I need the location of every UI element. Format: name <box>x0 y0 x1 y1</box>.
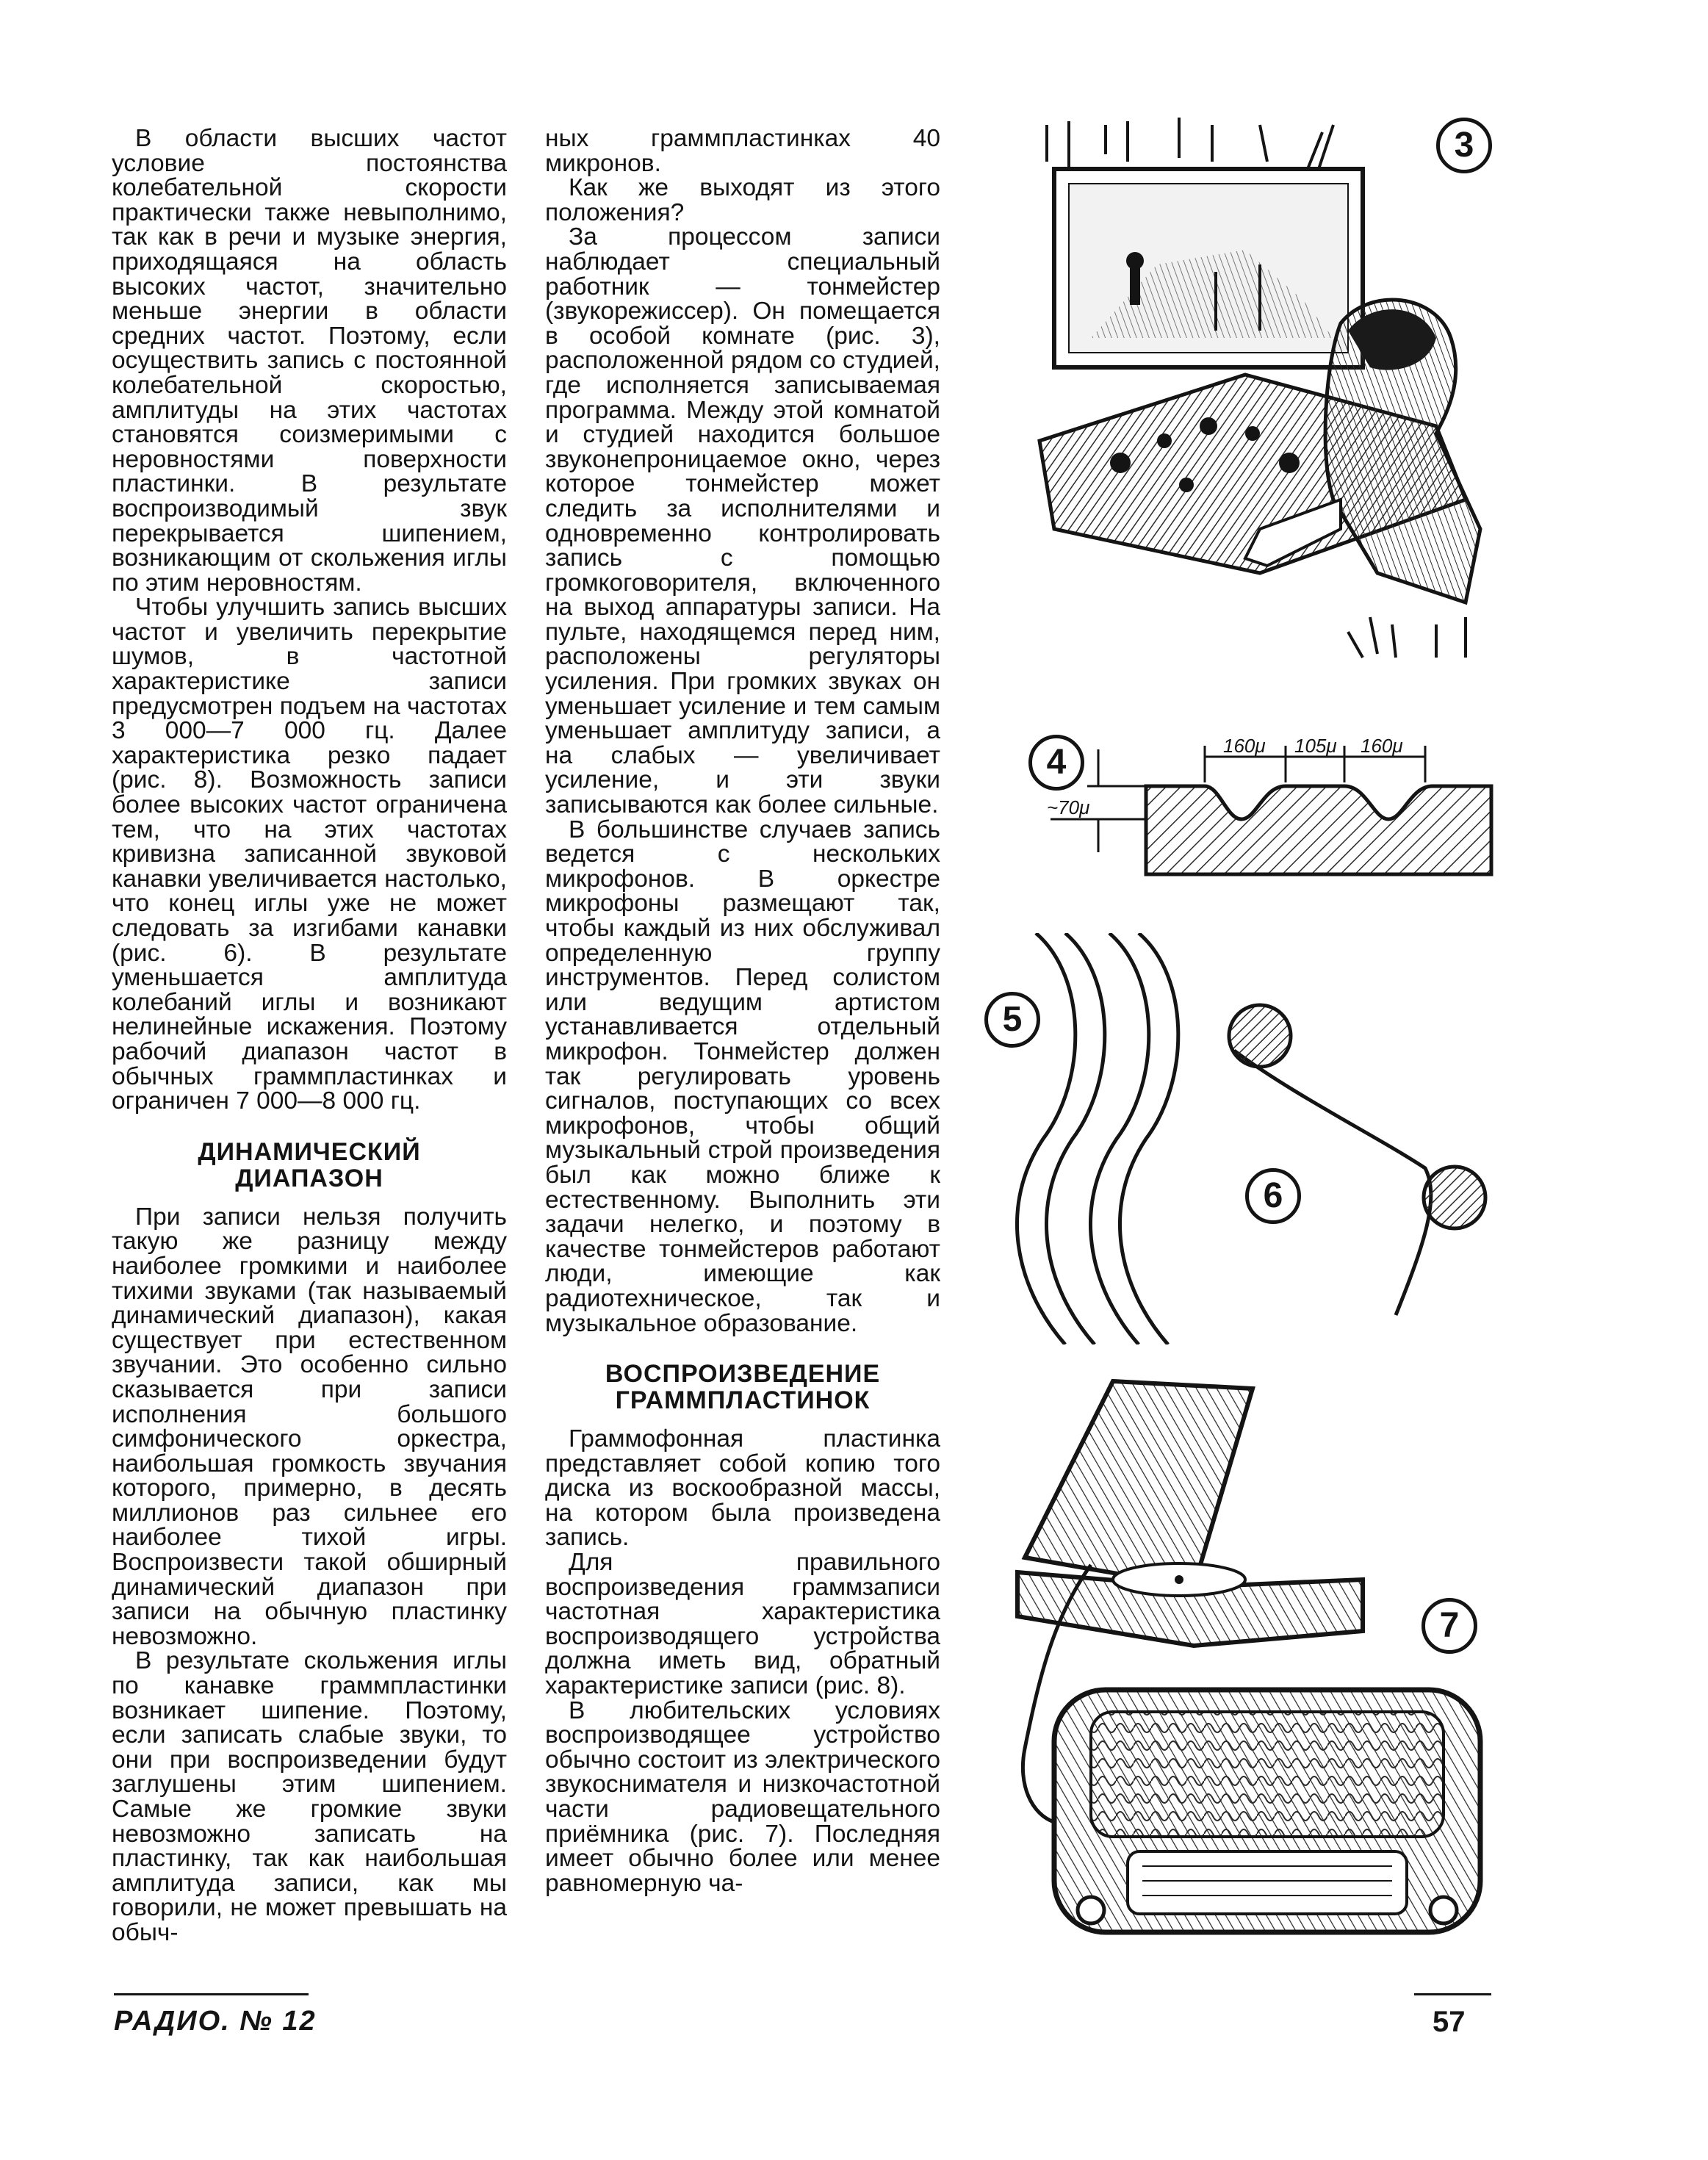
section-heading-dynamic-range: ДИНАМИЧЕСКИЙ ДИАПАЗОН <box>198 1137 421 1192</box>
text-column-middle <box>545 126 940 1896</box>
figure-7-record-player-and-radio <box>1010 1367 1502 1954</box>
paragraph: Граммофонная пластинка представляет собой копию того диска из воскообразной массы, на котором была произведена запись. <box>545 1425 940 1552</box>
figure-4-groove-profile <box>1021 727 1499 889</box>
figure-number-4: 4 <box>1028 735 1084 791</box>
text-column-left <box>112 126 507 1945</box>
paragraph: В большинстве случаев запись ведется с нескольких микрофонов. В оркестре микрофоны размещают так, чтобы каждый из них обслуживал определенную группу инструментов. Перед солистом или ведущим артистом устанавливается отдельный микрофон. Тонмейстер должен так регулировать уровень сигналов, поступающих со всех микрофонов, чтобы общий музыкальный строй произведения был как можно ближе к естественному. Выполнить эти задачи нелегко, и поэтому в качестве тонмейстеров работают люди, имеющие как радиотехническое, так и музыкальное образование. <box>545 816 940 1337</box>
dimension-label: 105μ <box>1294 735 1337 757</box>
paragraph: В результате скольжения иглы по канавке граммпластинки возникает шипение. Поэтому, если записать слабые звуки, то они при воспроизведении будут заглушены этим шипением. Самые же громкие звуки невозможно записать на пластинку, так как наибольшая амплитуда записи, как мы говорили, не может превышать на обыч- <box>112 1647 507 1946</box>
dimension-label: 160μ <box>1361 735 1403 757</box>
paragraph: При записи нельзя получить такую же разницу между наиболее громкими и наиболее тихими звуками (так называемый динамический диапазон), какая существует при естественном звучании. Это особенно сильно сказывается при записи исполнения большого симфонического оркестра, наибольшая громкость звучания которого, примерно, в десять миллионов раз сильнее его наиболее тихой игры. Воспроизвести такой обширный динамический диапазон при записи на обычную пластинку невозможно. <box>112 1203 507 1650</box>
paragraph: В области высших частот условие постоянства колебательной скорости практически также невыполнимо, так как в речи и музыке энергия, приходящаяся на область высоких частот, значительно меньше энергии в области средних частот. Поэтому, если осуществить запись с постоянной колебательной скоростью, амплитуды на этих частотах становятся соизмеримыми с неровностями поверхности пластинки. В результате воспроизводимый звук перекрывается шипением, возникающим от скольжения иглы по этим неровностям. <box>112 125 507 597</box>
figure-5-6-groove-curves <box>984 933 1499 1344</box>
figure-number-3: 3 <box>1436 118 1492 173</box>
control-room-illustration <box>1025 118 1495 661</box>
paragraph: За процессом записи наблюдает специальный работник — тонмейстер (звукорежиссер). Он помещается в особой комнате (рис. 3), расположенной рядом со студией, где исполняется записываемая программа. Между этой комнатой и студией находится большое звуконепроницаемое окно, через которое тонмейстер может следить за исполнителями и одновременно контролировать запись с помощью громкоговорителя, включенного на выход аппаратуры записи. На пульте, находящемся перед ним, расположены регуляторы усиления. При громких звуках он уменьшает усиление и тем самым уменьшает амплитуду записи, а на слабых — увеличивает усиление, и эти звуки записываются как более сильные. <box>545 223 940 819</box>
footer-rule <box>1414 1993 1491 1995</box>
paragraph: Для правильного воспроизведения граммзаписи частотная характеристика воспроизводящего устройства должна иметь вид, обратный характеристике записи (рис. 8). <box>545 1549 940 1700</box>
dimension-label: ~70μ <box>1047 796 1090 818</box>
footer-rule <box>114 1993 309 1995</box>
figure-number-5: 5 <box>984 992 1040 1048</box>
page-number: 57 <box>1433 2006 1466 2038</box>
paragraph: Чтобы улучшить запись высших частот и увеличить перекрытие шумов, в частотной характеристике записи предусмотрен подъем на частотах 3 000—7 000 гц. Далее характеристика резко падает (рис. 8). Возможность записи более высоких частот ограничена тем, что на этих частотах кривизна записанной звуковой канавки увеличивается настолько, что конец иглы уже не может следовать за изгибами канавки (рис. 6). В результате уменьшается амплитуда колебаний иглы и возникают нелинейные искажения. Поэтому рабочий диапазон частот в обычных граммпластинках и ограничен 7 000—8 000 гц. <box>112 594 507 1115</box>
figure-number-6: 6 <box>1245 1168 1301 1224</box>
paragraph: ных граммпластинках 40 микронов. <box>545 125 940 177</box>
journal-issue: РАДИО. № 12 <box>114 2006 317 2037</box>
paragraph: В любительских условиях воспроизводящее устройство обычно состоит из электрического звукоснимателя и низкочастотной части радиовещательного приёмника (рис. 7). Последняя имеет обычно более или менее равномерную ча- <box>545 1696 940 1897</box>
record-player-radio-illustration <box>1010 1367 1502 1954</box>
figure-3-control-room <box>1025 118 1495 661</box>
groove-curves-diagram <box>984 933 1499 1344</box>
section-heading-playback: ВОСПРОИЗВЕДЕНИЕ ГРАММПЛАСТИНОК <box>605 1360 881 1415</box>
figure-number-7: 7 <box>1421 1598 1477 1654</box>
groove-profile-diagram <box>1021 727 1499 889</box>
dimension-label: 160μ <box>1223 735 1266 757</box>
paragraph: Как же выходят из этого положения? <box>545 174 940 226</box>
